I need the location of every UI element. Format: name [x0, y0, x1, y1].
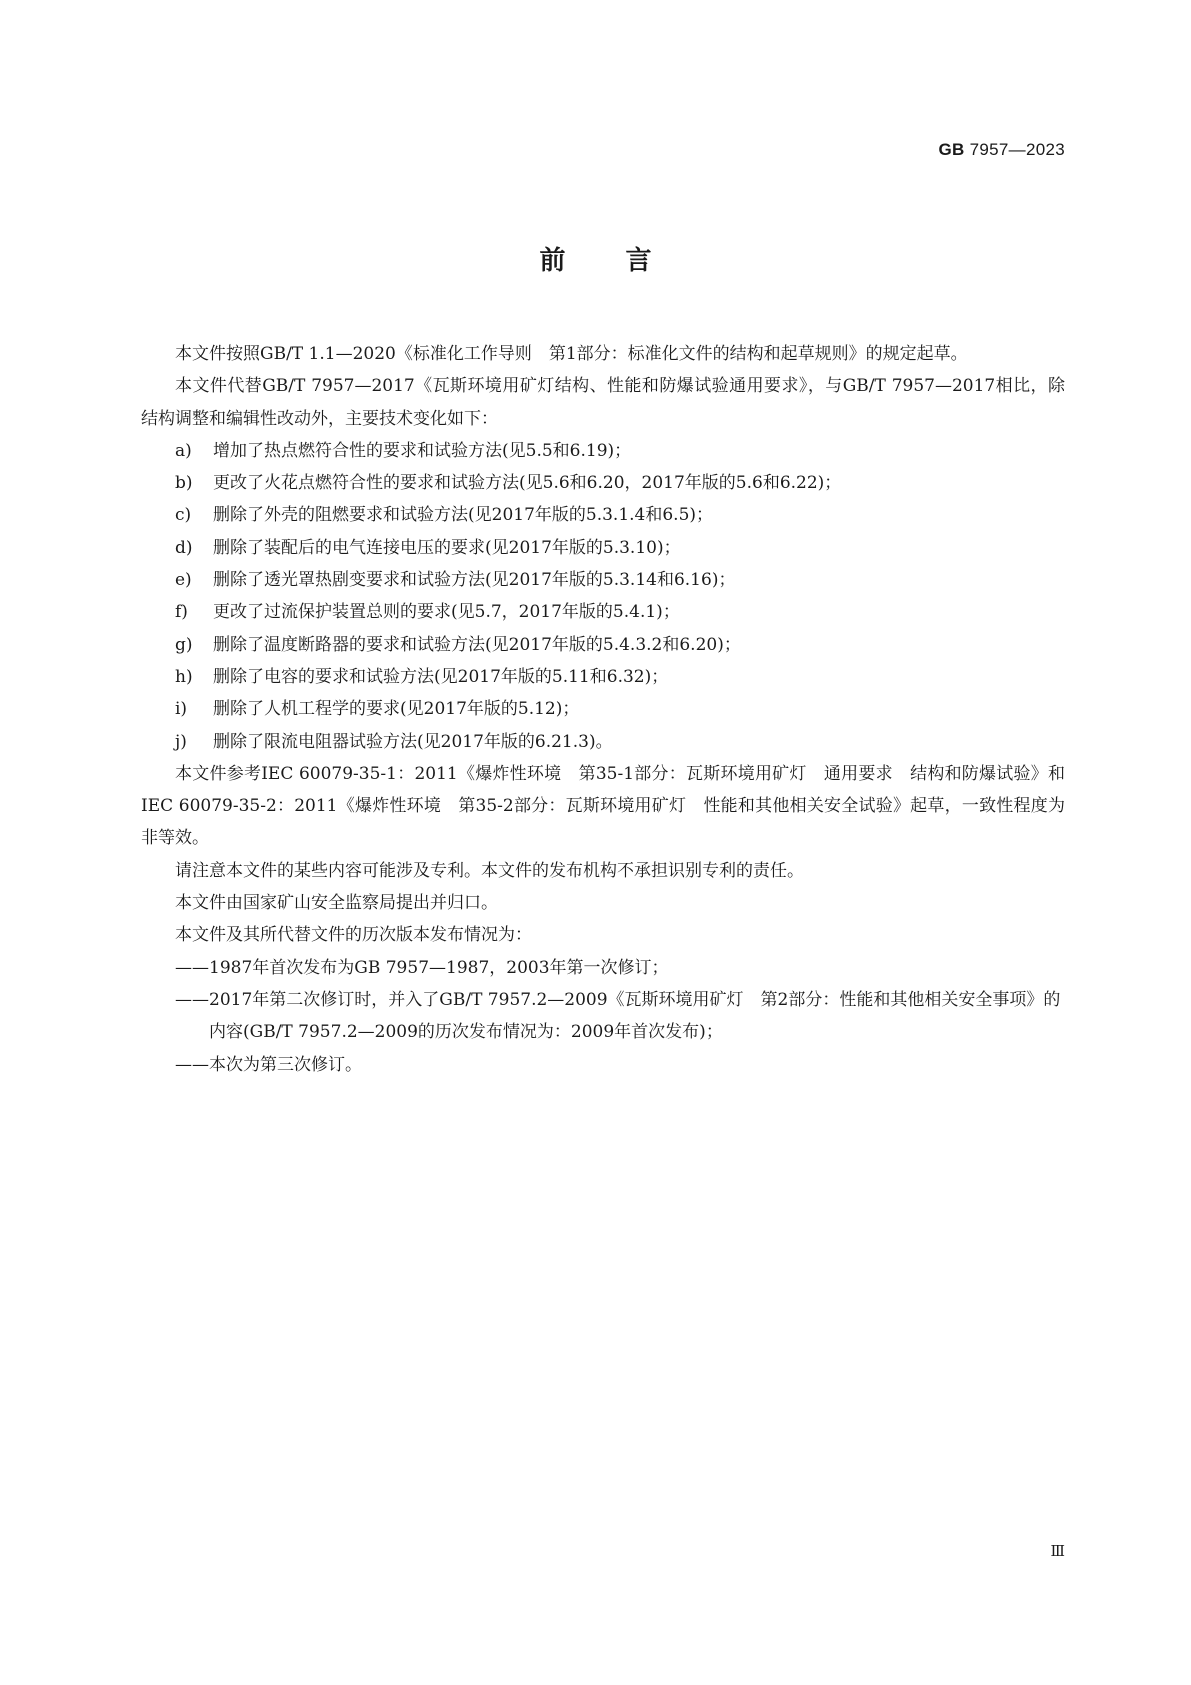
list-item — [141, 564, 1065, 596]
standard-prefix: GB — [938, 140, 965, 159]
list-text: 删除了透光罩热剧变要求和试验方法(见2017年版的5.3.14和6.16)； — [213, 570, 736, 591]
list-item — [141, 499, 1065, 531]
standard-code: 7957—2023 — [969, 140, 1065, 159]
list-text: 2017年第二次修订时，并入了GB/T 7957.2—2009《瓦斯环境用矿灯 第2部分：性能和其他相关安全事项》的内容(GB/T 7957.2—2009的历次发布情况为：2009年首次发布)； — [209, 989, 1061, 1043]
list-marker: —— — [175, 1054, 209, 1075]
list-item — [141, 661, 1065, 693]
list-item — [141, 693, 1065, 725]
list-marker: h) — [175, 666, 193, 687]
proposer-paragraph: 本文件由国家矿山安全监察局提出并归口。 — [175, 893, 498, 914]
foreword-body — [141, 338, 1065, 1081]
page-number: Ⅲ — [1050, 1542, 1065, 1560]
list-text: 删除了电容的要求和试验方法(见2017年版的5.11和6.32)； — [213, 666, 669, 687]
list-text: 1987年首次发布为GB 7957—1987，2003年第一次修订； — [209, 957, 669, 978]
list-marker: b) — [175, 473, 193, 494]
standard-number — [939, 140, 1065, 160]
list-text: 删除了限流电阻器试验方法(见2017年版的6.21.3)。 — [213, 731, 613, 752]
page-title: 前言 — [539, 246, 712, 276]
list-marker: f) — [175, 602, 188, 623]
list-item — [141, 1049, 1065, 1081]
list-marker: j) — [175, 731, 187, 752]
list-text: 更改了火花点燃符合性的要求和试验方法(见5.6和6.20，2017年版的5.6和6.22)； — [213, 473, 842, 494]
patent-notice-paragraph: 请注意本文件的某些内容可能涉及专利。本文件的发布机构不承担识别专利的责任。 — [175, 860, 804, 881]
list-marker: a) — [175, 440, 192, 461]
list-item — [141, 467, 1065, 499]
reference-paragraph: 本文件参考IEC 60079-35-1：2011《爆炸性环境 第35-1部分：瓦斯环境用矿灯 通用要求 结构和防爆试验》和IEC 60079-35-2：2011《爆炸性环境 第35-2部分：瓦斯环境用矿灯 性能和其他相关安全试验》起草，一致性程度为非等效。 — [141, 763, 1065, 849]
list-item — [141, 532, 1065, 564]
list-item — [141, 952, 1065, 984]
list-text: 删除了外壳的阻燃要求和试验方法(见2017年版的5.3.1.4和6.5)； — [213, 505, 714, 526]
list-item — [141, 596, 1065, 628]
list-text: 更改了过流保护装置总则的要求(见5.7，2017年版的5.4.1)； — [213, 602, 680, 623]
list-text: 删除了人机工程学的要求(见2017年版的5.12)； — [213, 699, 580, 720]
list-text: 增加了热点燃符合性的要求和试验方法(见5.5和6.19)； — [213, 440, 632, 461]
list-text: 本次为第三次修订。 — [209, 1054, 362, 1075]
list-marker: i) — [175, 699, 188, 720]
list-marker: e) — [175, 570, 192, 591]
list-item — [141, 726, 1065, 758]
list-marker: d) — [175, 537, 193, 558]
history-intro-paragraph: 本文件及其所代替文件的历次版本发布情况为： — [175, 925, 532, 946]
list-marker: —— — [175, 957, 209, 978]
list-item — [141, 629, 1065, 661]
list-text: 删除了温度断路器的要求和试验方法(见2017年版的5.4.3.2和6.20)； — [213, 634, 741, 655]
list-item — [141, 435, 1065, 467]
intro-paragraph-2: 本文件代替GB/T 7957—2017《瓦斯环境用矿灯结构、性能和防爆试验通用要求》，与GB/T 7957—2017相比，除结构调整和编辑性改动外，主要技术变化如下： — [141, 376, 1065, 429]
list-marker: g) — [175, 634, 193, 655]
history-list — [141, 952, 1065, 1081]
changes-list — [141, 435, 1065, 758]
list-text: 删除了装配后的电气连接电压的要求(见2017年版的5.3.10)； — [213, 537, 681, 558]
list-marker: —— — [175, 989, 209, 1010]
list-item — [141, 984, 1065, 1049]
intro-paragraph-1: 本文件按照GB/T 1.1—2020《标准化工作导则 第1部分：标准化文件的结构和起草规则》的规定起草。 — [175, 344, 968, 364]
list-marker: c) — [175, 505, 192, 526]
